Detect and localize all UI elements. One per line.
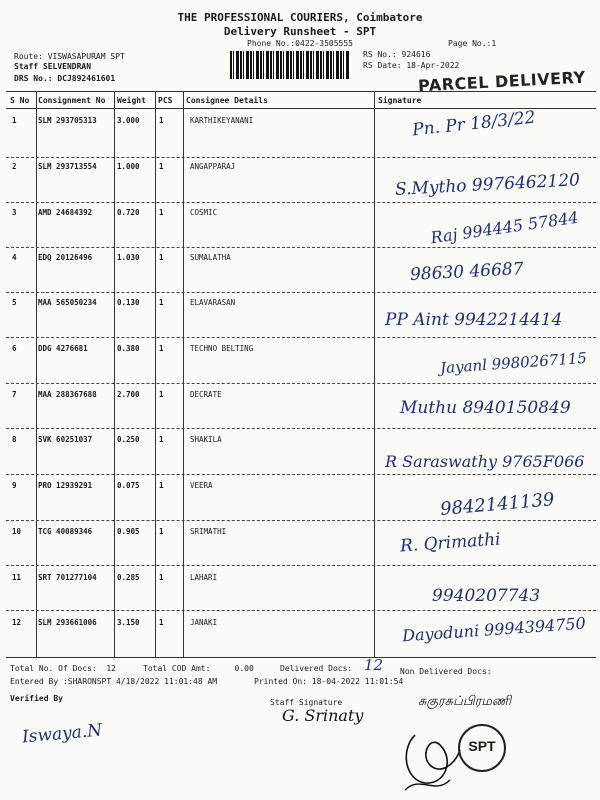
col-weight: Weight bbox=[117, 96, 146, 105]
barcode bbox=[230, 51, 350, 79]
printed-on: Printed On: 18-04-2022 11:01:54 bbox=[254, 677, 404, 686]
total-cod: Total COD Amt: 0.00 bbox=[143, 664, 254, 673]
verified-by-signature: Iswaya.N bbox=[21, 720, 103, 748]
delivered-docs-handwritten: 12 bbox=[364, 656, 384, 674]
runsheet-subtitle: Delivery Runsheet - SPT bbox=[223, 25, 377, 38]
staff-signature: G. Srinaty bbox=[282, 706, 364, 725]
tamil-note: சுகுரசுப்பிரமணி bbox=[418, 694, 512, 709]
rs-number: RS No.: 924616 bbox=[363, 50, 431, 59]
rs-date: RS Date: 18-Apr-2022 bbox=[363, 61, 460, 70]
signature: Raj 994445 57844 bbox=[429, 207, 580, 248]
signature: R Saraswathy 9765F066 bbox=[385, 452, 585, 471]
col-signature: Signature bbox=[378, 96, 422, 105]
col-pcs: PCS bbox=[158, 96, 173, 105]
signature: Jayanl 9980267115 bbox=[439, 348, 588, 378]
route-label: Route: VISWASAPURAM SPT bbox=[14, 52, 125, 61]
company-title: THE PROFESSIONAL COURIERS, Coimbatore bbox=[177, 11, 423, 24]
non-delivered-docs: Non Delivered Docs: bbox=[400, 667, 492, 676]
signature: S.Mytho 9976462120 bbox=[394, 170, 581, 200]
signature: Muthu 8940150849 bbox=[400, 398, 571, 418]
signature: Pn. Pr 18/3/22 bbox=[411, 107, 537, 141]
signature: R. Qrimathi bbox=[399, 529, 502, 557]
col-sno: S No bbox=[10, 96, 30, 105]
total-docs: Total No. Of Docs: 12 bbox=[10, 664, 116, 673]
verified-by-label: Verified By bbox=[10, 694, 63, 703]
parcel-delivery-stamp: PARCEL DELIVERY bbox=[417, 67, 586, 96]
page-number: Page No.:1 bbox=[448, 39, 497, 48]
signature: Dayoduni 9994394750 bbox=[401, 613, 587, 646]
col-consignment: Consignment No bbox=[38, 96, 106, 105]
signature: 98630 46687 bbox=[409, 259, 525, 285]
staff-label: Staff SELVENDRAN bbox=[14, 62, 92, 71]
signature: PP Aint 9942214414 bbox=[385, 310, 563, 330]
col-consignee: Consignee Details bbox=[186, 96, 268, 105]
spt-stamp-text: SPT bbox=[468, 738, 496, 754]
drs-number: DRS No.: DCJ892461601 bbox=[14, 74, 116, 83]
delivered-docs-label: Delivered Docs: bbox=[280, 664, 353, 673]
phone-number: Phone No.:0422-3505555 bbox=[247, 39, 353, 48]
staff-signature-label: Staff Signature bbox=[270, 698, 343, 707]
stamp-scribble bbox=[395, 705, 475, 795]
signature: 9842141139 bbox=[439, 489, 556, 520]
entered-by: Entered By :SHARONSPT 4/18/2022 11:01:48 AM bbox=[10, 677, 218, 686]
signature: 9940207743 bbox=[432, 586, 541, 606]
